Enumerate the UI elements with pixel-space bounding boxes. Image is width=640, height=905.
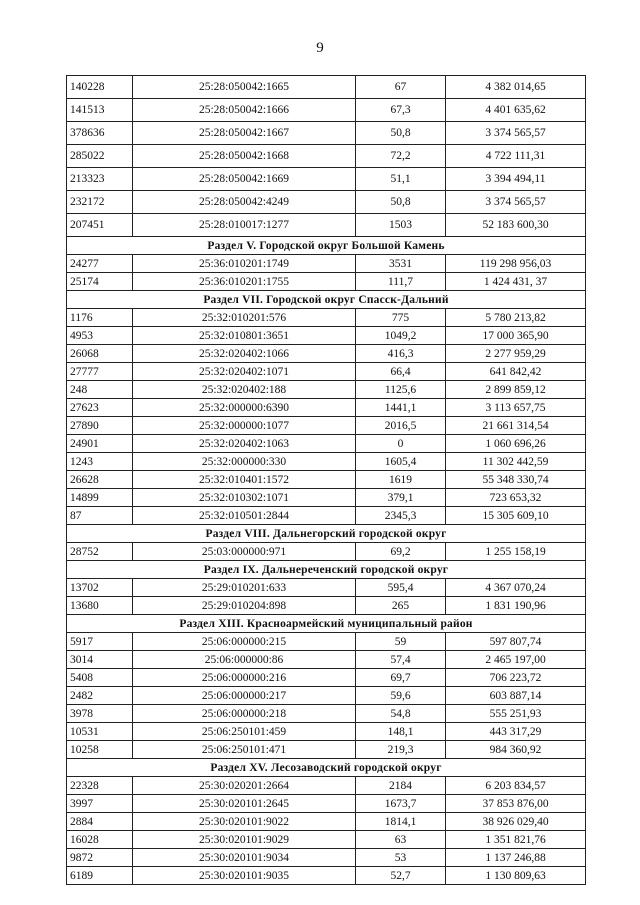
cadastral-cost-cell: 15 305 609,10 (446, 507, 586, 525)
cadastral-number-cell: 25:32:020402:1071 (133, 363, 356, 381)
object-id-cell: 27777 (67, 363, 133, 381)
cadastral-number-cell: 25:32:000000:6390 (133, 399, 356, 417)
cadastral-cost-cell: 984 360,92 (446, 741, 586, 759)
table-row (67, 273, 586, 291)
cadastral-cost-cell: 1 130 809,63 (446, 867, 586, 885)
cadastral-number-cell: 25:06:250101:459 (133, 723, 356, 741)
cadastral-cost-cell: 5 780 213,82 (446, 309, 586, 327)
area-cell: 265 (356, 597, 446, 615)
cadastral-number-cell: 25:32:010201:576 (133, 309, 356, 327)
table-row (67, 813, 586, 831)
cadastral-number-cell: 25:29:010204:898 (133, 597, 356, 615)
cadastral-cost-cell: 1 255 158,19 (446, 543, 586, 561)
object-id-cell: 27890 (67, 417, 133, 435)
cadastral-number-cell: 25:30:020201:2664 (133, 777, 356, 795)
cadastral-cost-cell: 37 853 876,00 (446, 795, 586, 813)
cadastral-number-cell: 25:28:050042:1668 (133, 145, 356, 168)
table-row (67, 543, 586, 561)
section-header-row (67, 525, 586, 543)
section-title: Раздел VIII. Дальнегорский городской округ (67, 525, 586, 543)
cadastral-cost-cell: 6 203 834,57 (446, 777, 586, 795)
table-row (67, 687, 586, 705)
object-id-cell: 16028 (67, 831, 133, 849)
object-id-cell: 248 (67, 381, 133, 399)
area-cell: 66,4 (356, 363, 446, 381)
object-id-cell: 87 (67, 507, 133, 525)
cadastral-cost-cell: 3 374 565,57 (446, 191, 586, 214)
cadastral-cost-cell: 2 277 959,29 (446, 345, 586, 363)
object-id-cell: 24901 (67, 435, 133, 453)
cadastral-cost-cell: 1 351 821,76 (446, 831, 586, 849)
cadastral-cost-cell: 555 251,93 (446, 705, 586, 723)
table-row (67, 579, 586, 597)
table-row (67, 255, 586, 273)
object-id-cell: 5917 (67, 633, 133, 651)
cadastral-cost-cell: 4 401 635,62 (446, 99, 586, 122)
cadastral-number-cell: 25:30:020101:9035 (133, 867, 356, 885)
table-row (67, 214, 586, 237)
area-cell: 379,1 (356, 489, 446, 507)
cadastral-number-cell: 25:06:000000:216 (133, 669, 356, 687)
table-row (67, 633, 586, 651)
cadastral-number-cell: 25:28:050042:1669 (133, 168, 356, 191)
area-cell: 775 (356, 309, 446, 327)
table-row (67, 327, 586, 345)
object-id-cell: 26628 (67, 471, 133, 489)
area-cell: 2184 (356, 777, 446, 795)
area-cell: 69,7 (356, 669, 446, 687)
area-cell: 63 (356, 831, 446, 849)
area-cell: 219,3 (356, 741, 446, 759)
table-body (67, 76, 586, 885)
object-id-cell: 1243 (67, 453, 133, 471)
object-id-cell: 2884 (67, 813, 133, 831)
section-title: Раздел XIII. Красноармейский муниципальный район (67, 615, 586, 633)
area-cell: 111,7 (356, 273, 446, 291)
cadastral-number-cell: 25:32:000000:330 (133, 453, 356, 471)
area-cell: 3531 (356, 255, 446, 273)
area-cell: 52,7 (356, 867, 446, 885)
table-row (67, 795, 586, 813)
area-cell: 54,8 (356, 705, 446, 723)
cadastral-cost-cell: 1 424 431, 37 (446, 273, 586, 291)
table-row (67, 99, 586, 122)
cadastral-number-cell: 25:03:000000:971 (133, 543, 356, 561)
area-cell: 59,6 (356, 687, 446, 705)
cadastral-number-cell: 25:32:010501:2844 (133, 507, 356, 525)
area-cell: 51,1 (356, 168, 446, 191)
section-title: Раздел XV. Лесозаводский городской округ (67, 759, 586, 777)
table-row (67, 435, 586, 453)
object-id-cell: 140228 (67, 76, 133, 99)
cadastral-cost-cell: 706 223,72 (446, 669, 586, 687)
cadastral-cost-cell: 641 842,42 (446, 363, 586, 381)
cadastral-cost-cell: 21 661 314,54 (446, 417, 586, 435)
cadastral-cost-cell: 52 183 600,30 (446, 214, 586, 237)
table-row (67, 168, 586, 191)
object-id-cell: 28752 (67, 543, 133, 561)
cadastral-number-cell: 25:32:020402:188 (133, 381, 356, 399)
area-cell: 59 (356, 633, 446, 651)
cadastral-cost-cell: 443 317,29 (446, 723, 586, 741)
object-id-cell: 3014 (67, 651, 133, 669)
area-cell: 72,2 (356, 145, 446, 168)
section-title: Раздел VII. Городской округ Спасск-Дальний (67, 291, 586, 309)
table-row (67, 849, 586, 867)
table-row (67, 777, 586, 795)
table-row (67, 417, 586, 435)
object-id-cell: 26068 (67, 345, 133, 363)
section-header-row (67, 561, 586, 579)
table-row (67, 507, 586, 525)
area-cell: 1049,2 (356, 327, 446, 345)
object-id-cell: 6189 (67, 867, 133, 885)
table-row (67, 345, 586, 363)
table-row (67, 309, 586, 327)
area-cell: 69,2 (356, 543, 446, 561)
object-id-cell: 10531 (67, 723, 133, 741)
area-cell: 1125,6 (356, 381, 446, 399)
object-id-cell: 378636 (67, 122, 133, 145)
cadastral-number-cell: 25:32:020402:1063 (133, 435, 356, 453)
area-cell: 1814,1 (356, 813, 446, 831)
object-id-cell: 3978 (67, 705, 133, 723)
area-cell: 1503 (356, 214, 446, 237)
object-id-cell: 13680 (67, 597, 133, 615)
cadastral-number-cell: 25:30:020101:9034 (133, 849, 356, 867)
cadastral-number-cell: 25:30:020101:9029 (133, 831, 356, 849)
table-row (67, 741, 586, 759)
object-id-cell: 3997 (67, 795, 133, 813)
object-id-cell: 25174 (67, 273, 133, 291)
cadastral-number-cell: 25:32:010401:1572 (133, 471, 356, 489)
cadastral-cost-cell: 1 060 696,26 (446, 435, 586, 453)
cadastral-number-cell: 25:28:050042:1667 (133, 122, 356, 145)
table-row (67, 831, 586, 849)
object-id-cell: 14899 (67, 489, 133, 507)
section-title: Раздел IX. Дальнереченский городской округ (67, 561, 586, 579)
page-number: 9 (316, 40, 324, 56)
cadastral-number-cell: 25:32:000000:1077 (133, 417, 356, 435)
area-cell: 53 (356, 849, 446, 867)
area-cell: 1673,7 (356, 795, 446, 813)
cadastral-cost-cell: 603 887,14 (446, 687, 586, 705)
cadastral-number-cell: 25:06:000000:215 (133, 633, 356, 651)
cadastral-cost-cell: 11 302 442,59 (446, 453, 586, 471)
cadastral-cost-cell: 4 367 070,24 (446, 579, 586, 597)
cadastral-number-cell: 25:36:010201:1749 (133, 255, 356, 273)
area-cell: 595,4 (356, 579, 446, 597)
cadastral-cost-cell: 4 382 014,65 (446, 76, 586, 99)
cadastral-number-cell: 25:06:000000:86 (133, 651, 356, 669)
area-cell: 416,3 (356, 345, 446, 363)
object-id-cell: 232172 (67, 191, 133, 214)
object-id-cell: 22328 (67, 777, 133, 795)
table-row (67, 381, 586, 399)
object-id-cell: 213323 (67, 168, 133, 191)
cadastral-number-cell: 25:30:020101:9022 (133, 813, 356, 831)
table-row (67, 122, 586, 145)
cadastral-cost-cell: 55 348 330,74 (446, 471, 586, 489)
table-row (67, 651, 586, 669)
section-header-row (67, 237, 586, 255)
cadastral-number-cell: 25:06:000000:217 (133, 687, 356, 705)
area-cell: 1605,4 (356, 453, 446, 471)
area-cell: 0 (356, 435, 446, 453)
object-id-cell: 207451 (67, 214, 133, 237)
cadastral-number-cell: 25:06:250101:471 (133, 741, 356, 759)
cadastral-cost-cell: 723 653,32 (446, 489, 586, 507)
cadastral-cost-cell: 3 113 657,75 (446, 399, 586, 417)
cadastral-number-cell: 25:28:010017:1277 (133, 214, 356, 237)
cadastral-cost-cell: 1 831 190,96 (446, 597, 586, 615)
object-id-cell: 4953 (67, 327, 133, 345)
area-cell: 1619 (356, 471, 446, 489)
object-id-cell: 5408 (67, 669, 133, 687)
object-id-cell: 2482 (67, 687, 133, 705)
area-cell: 1441,1 (356, 399, 446, 417)
area-cell: 2016,5 (356, 417, 446, 435)
table-row (67, 669, 586, 687)
area-cell: 2345,3 (356, 507, 446, 525)
cadastral-cost-cell: 3 394 494,11 (446, 168, 586, 191)
object-id-cell: 13702 (67, 579, 133, 597)
cadastral-number-cell: 25:36:010201:1755 (133, 273, 356, 291)
cadastral-number-cell: 25:32:010302:1071 (133, 489, 356, 507)
cadastral-cost-cell: 597 807,74 (446, 633, 586, 651)
cadastral-number-cell: 25:28:050042:4249 (133, 191, 356, 214)
table-row (67, 597, 586, 615)
section-header-row (67, 759, 586, 777)
cadastral-cost-cell: 3 374 565,57 (446, 122, 586, 145)
table-row (67, 191, 586, 214)
object-id-cell: 9872 (67, 849, 133, 867)
cadastral-cost-cell: 4 722 111,31 (446, 145, 586, 168)
section-title: Раздел V. Городской округ Большой Камень (67, 237, 586, 255)
cadastral-cost-cell: 2 899 859,12 (446, 381, 586, 399)
area-cell: 148,1 (356, 723, 446, 741)
area-cell: 57,4 (356, 651, 446, 669)
section-header-row (67, 291, 586, 309)
cadastral-cost-cell: 38 926 029,40 (446, 813, 586, 831)
cadastral-number-cell: 25:30:020101:2645 (133, 795, 356, 813)
table-row (67, 867, 586, 885)
cadastral-number-cell: 25:28:050042:1665 (133, 76, 356, 99)
table-row (67, 363, 586, 381)
area-cell: 50,8 (356, 122, 446, 145)
table-row (67, 471, 586, 489)
area-cell: 50,8 (356, 191, 446, 214)
cadastral-cost-cell: 17 000 365,90 (446, 327, 586, 345)
area-cell: 67,3 (356, 99, 446, 122)
table-row (67, 76, 586, 99)
cadastral-number-cell: 25:32:020402:1066 (133, 345, 356, 363)
section-header-row (67, 615, 586, 633)
object-id-cell: 10258 (67, 741, 133, 759)
cadastral-number-cell: 25:29:010201:633 (133, 579, 356, 597)
cadastral-number-cell: 25:28:050042:1666 (133, 99, 356, 122)
table-row (67, 399, 586, 417)
area-cell: 67 (356, 76, 446, 99)
table-row (67, 723, 586, 741)
cadastral-cost-cell: 119 298 956,03 (446, 255, 586, 273)
table-row (67, 705, 586, 723)
cadastral-cost-cell: 2 465 197,00 (446, 651, 586, 669)
object-id-cell: 27623 (67, 399, 133, 417)
object-id-cell: 141513 (67, 99, 133, 122)
cadastral-number-cell: 25:32:010801:3651 (133, 327, 356, 345)
cadastral-number-cell: 25:06:000000:218 (133, 705, 356, 723)
table-row (67, 145, 586, 168)
object-id-cell: 285022 (67, 145, 133, 168)
table-row (67, 453, 586, 471)
object-id-cell: 24277 (67, 255, 133, 273)
cadastral-cost-cell: 1 137 246,88 (446, 849, 586, 867)
table-row (67, 489, 586, 507)
object-id-cell: 1176 (67, 309, 133, 327)
property-table (66, 75, 586, 885)
